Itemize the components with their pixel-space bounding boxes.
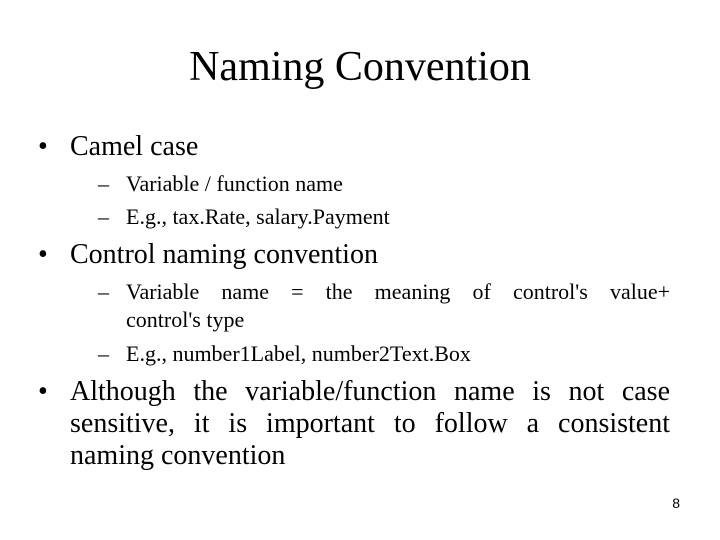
subitem-text: E.g., number1Label, number2Text.Box	[126, 341, 471, 366]
bullet-text: Control naming convention	[70, 239, 378, 270]
subitem-control-definition	[98, 278, 670, 334]
bullet-icon: •	[38, 131, 48, 162]
bullet-item-consistency	[38, 376, 670, 472]
bullet-line: Although the variable/function name is not case	[70, 376, 670, 407]
bullet-text-block	[70, 376, 670, 472]
subitem-text-block	[126, 278, 670, 334]
subitem-example-control	[98, 340, 658, 368]
bullet-text: Camel case	[70, 131, 199, 162]
subitem-example-camel	[98, 203, 658, 231]
subitem-text: E.g., tax.Rate, salary.Payment	[126, 204, 390, 229]
subitem-line: control's type	[126, 307, 245, 332]
bullet-line: sensitive, it is important to follow a consistent	[70, 408, 670, 439]
slide-title: Naming Convention	[189, 44, 531, 90]
bullet-line: naming convention	[70, 440, 286, 471]
subitem-text: Variable / function name	[126, 171, 343, 196]
subitem-line: Variable name = the meaning of control's value+	[126, 279, 670, 304]
page-number: 8	[672, 495, 680, 511]
dash-icon: –	[98, 341, 109, 366]
dash-icon: –	[98, 204, 109, 229]
bullet-item-control-naming	[38, 239, 678, 271]
dash-icon: –	[98, 171, 109, 196]
bullet-item-camel-case	[38, 131, 678, 163]
dash-icon: –	[98, 279, 109, 304]
subitem-variable-function-name	[98, 170, 658, 198]
bullet-icon: •	[38, 239, 48, 270]
bullet-icon: •	[38, 376, 48, 407]
